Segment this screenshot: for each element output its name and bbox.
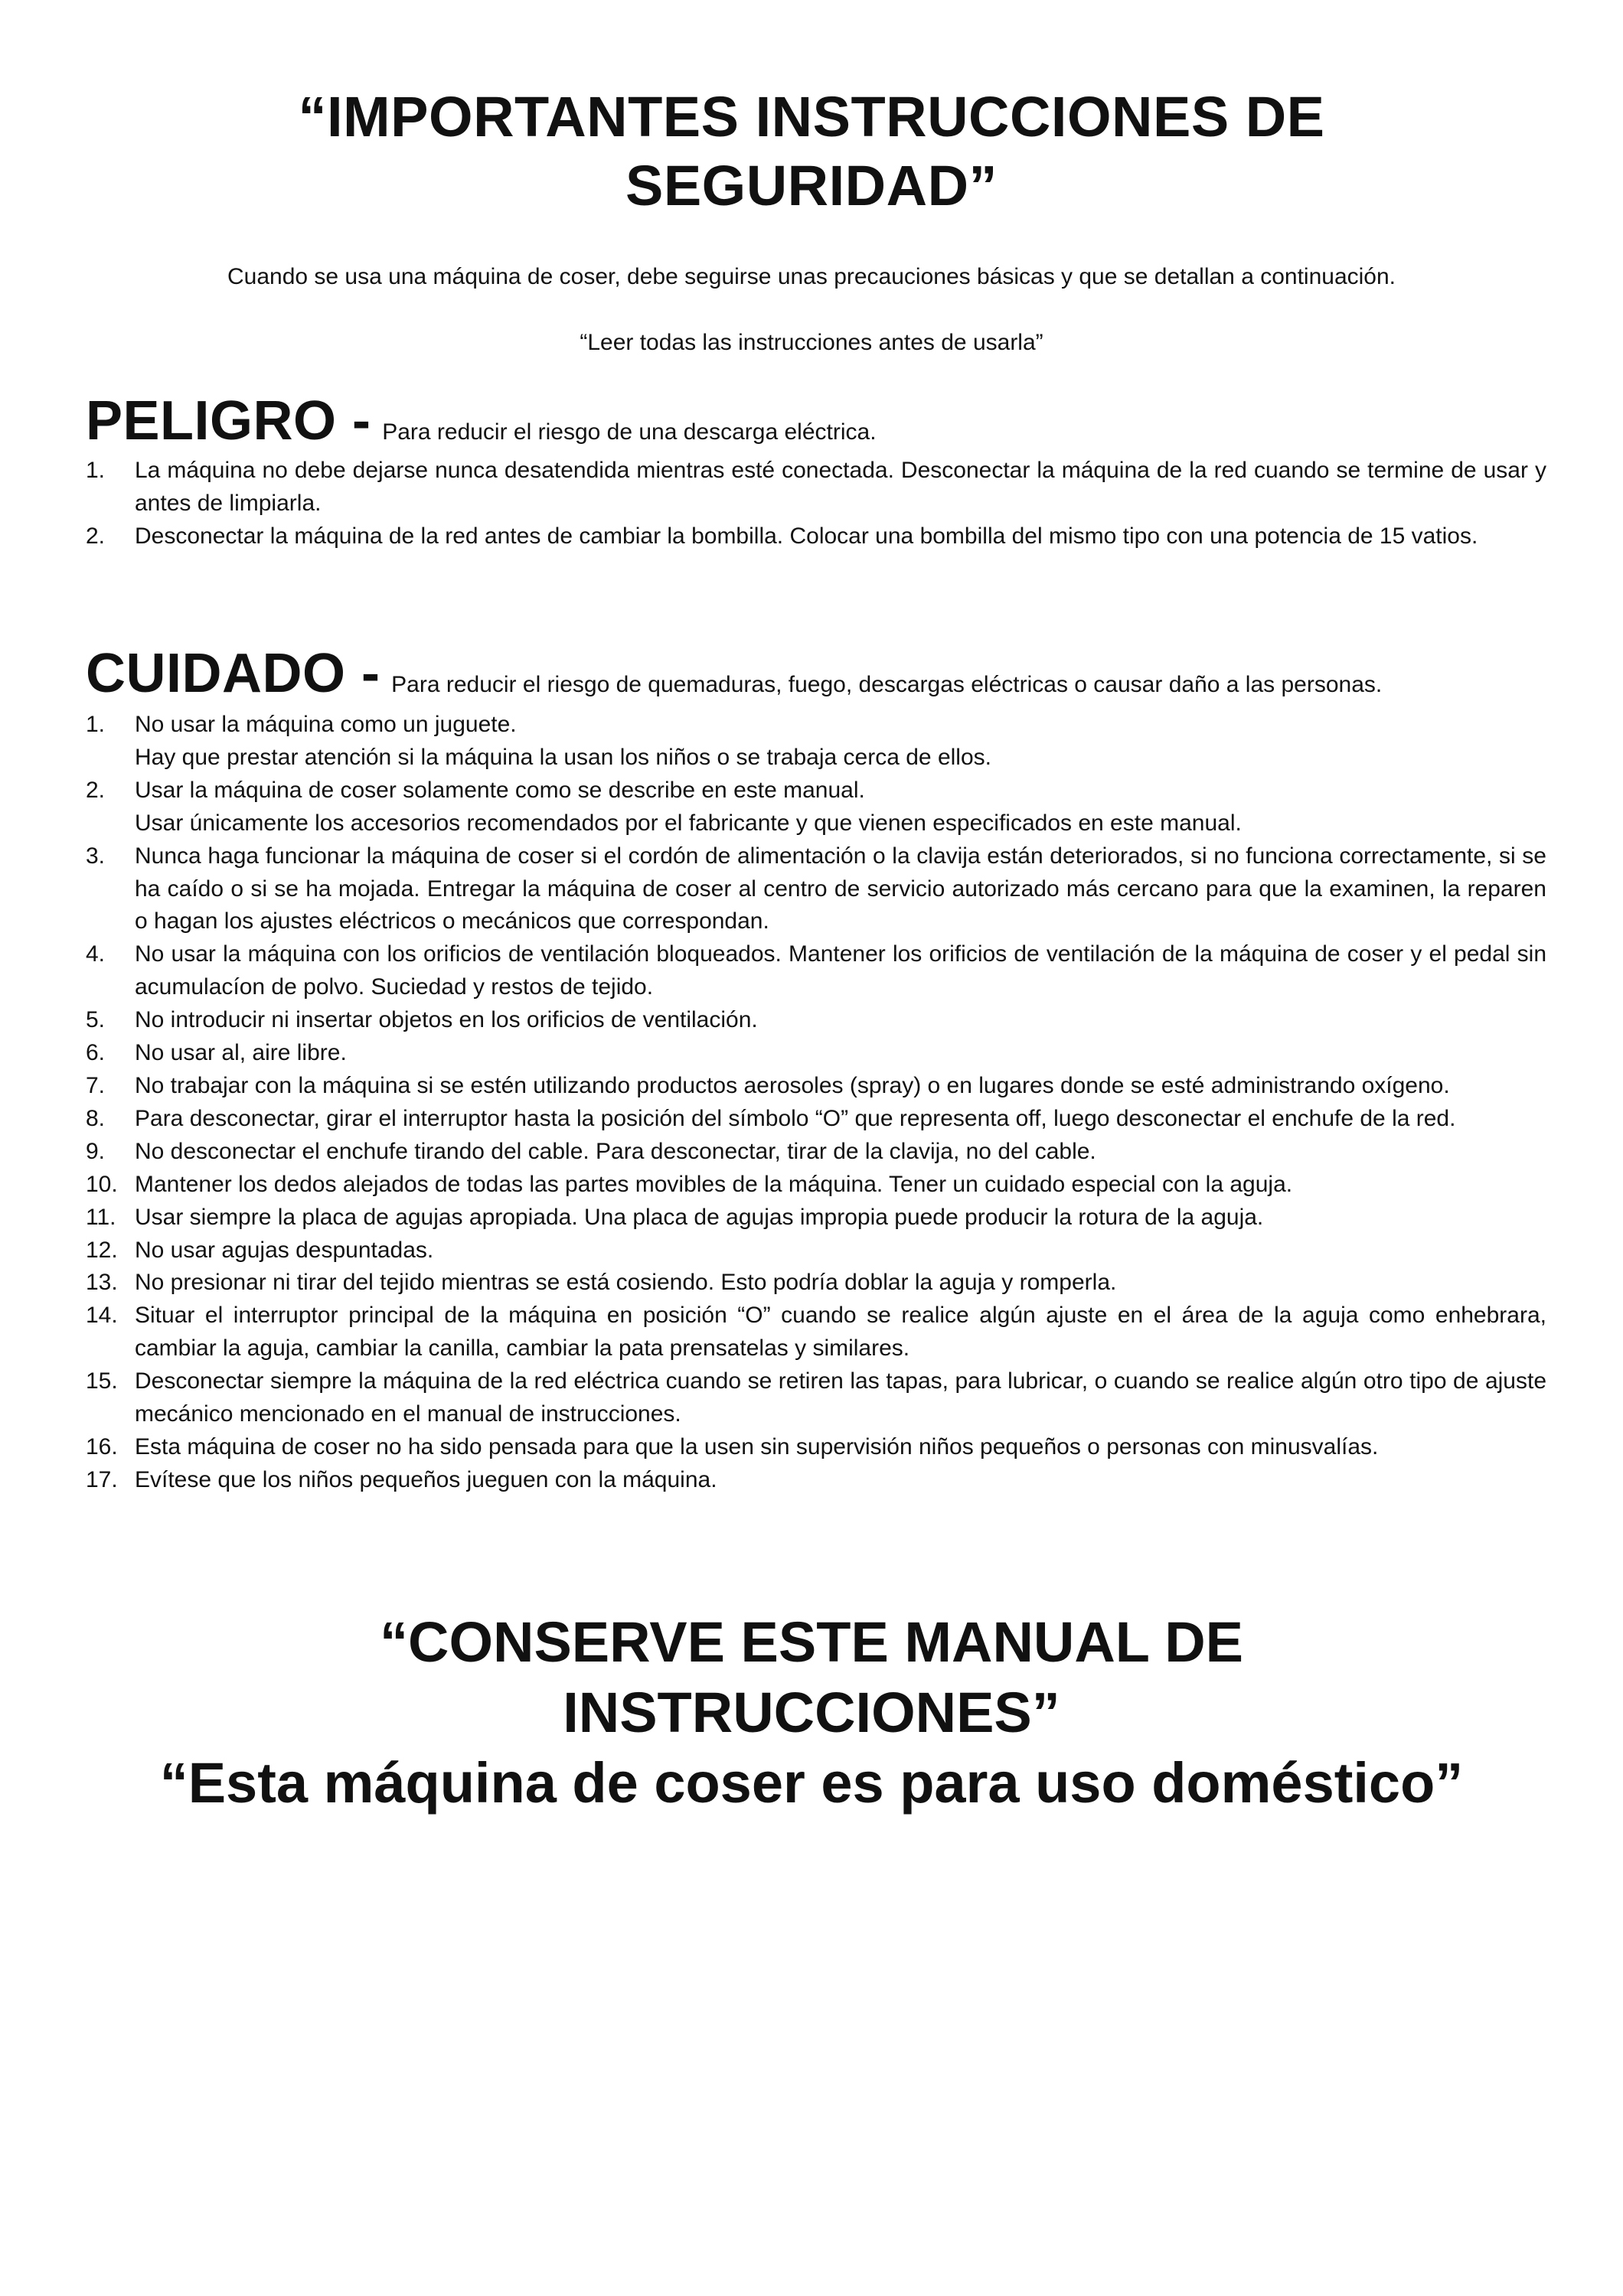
list-item [86, 1136, 1546, 1169]
item-text: No usar la máquina como un juguete. [135, 712, 517, 737]
list-item [86, 520, 1546, 553]
item-number: 3. [86, 843, 106, 869]
item-text: Esta máquina de coser no ha sido pensada para que la usen sin supervisión niños pequeños o personas con minusvalías. [135, 1433, 1379, 1459]
item-text: No trabajar con la máquina si se estén utilizando productos aerosoles (spray) o en lugares donde se esté administrando oxígeno. [135, 1072, 1450, 1098]
item-text: Mantener los dedos alejados de todas las partes movibles de la máquina. Tener un cuidado especial con la aguja. [135, 1171, 1293, 1197]
list-item [86, 1300, 1546, 1365]
list-item [86, 1037, 1546, 1070]
item-text: Desconectar la máquina de la red antes de cambiar la bombilla. Colocar una bombilla del mismo tipo con una potencia de 15 vatios. [135, 523, 1478, 549]
cuidado-title: CUIDADO - [86, 643, 380, 704]
item-text: Para desconectar, girar el interruptor hasta la posición del símbolo “O” que representa off, luego desconectar el enchufe de la red. [135, 1105, 1456, 1131]
item-text: Usar siempre la placa de agujas apropiada. Una placa de agujas impropia puede producir la rotura de la aguja. [135, 1204, 1264, 1230]
list-item [86, 1103, 1546, 1136]
item-text: No usar agujas despuntadas. [135, 1237, 434, 1263]
cuidado-list [86, 709, 1546, 1497]
item-text: Evítese que los niños pequeños jueguen con la máquina. [135, 1466, 717, 1492]
list-item [86, 840, 1546, 939]
list-item [86, 1464, 1546, 1497]
item-text: No usar al, aire libre. [135, 1040, 347, 1066]
item-number: 9. [86, 1138, 106, 1164]
list-item [86, 455, 1546, 520]
item-text: No presionar ni tirar del tejido mientras se está cosiendo. Esto podría doblar la aguja y romperla. [135, 1270, 1117, 1296]
item-text-continued: Usar únicamente los accesorios recomendados por el fabricante y que vienen especificados en este manual. [135, 810, 1242, 836]
item-text: No usar la máquina con los orificios de ventilación bloqueados. Mantener los orificios de ventilación de la máquina de coser y el pedal sin acumulacíon de polvo. Suciedad y restos de tejido. [135, 941, 1546, 1000]
item-text: No introducir ni insertar objetos en los orificios de ventilación. [135, 1007, 758, 1033]
list-item [86, 1267, 1546, 1300]
item-text: No desconectar el enchufe tirando del cable. Para desconectar, tirar de la clavija, no del cable. [135, 1138, 1096, 1164]
item-text: Situar el interruptor principal de la máquina en posición “O” cuando se realice algún ajuste en el área de la aguja como enhebrara, cambiar la aguja, cambiar la canilla, cambiar la pata prensatelas y similares. [135, 1303, 1546, 1362]
item-number: 11. [86, 1204, 116, 1230]
intro-quote: “Leer todas las instrucciones antes de usarla” [580, 330, 1043, 355]
item-text-continued: Hay que prestar atención si la máquina la usan los niños o se trabaja cerca de ellos. [135, 744, 991, 770]
item-text: Nunca haga funcionar la máquina de coser si el cordón de alimentación o la clavija están deteriorados, si no funciona correctamente, si se ha caído o si se ha mojada. Entregar la máquina de coser al centro de servicio autorizado más cercano para que la examinen, la reparen o hagan los ajustes eléctricos o mecánicos que correspondan. [135, 843, 1546, 934]
item-number: 1. [86, 458, 106, 483]
peligro-list [86, 455, 1546, 553]
item-number: 13. [86, 1270, 118, 1296]
list-item [86, 1431, 1546, 1464]
item-number: 12. [86, 1237, 118, 1263]
cuidado-heading [86, 643, 1556, 704]
list-item [86, 938, 1546, 1004]
item-number: 5. [86, 1007, 106, 1033]
item-number: 2. [86, 523, 106, 549]
list-item [86, 1169, 1546, 1202]
item-number: 16. [86, 1433, 118, 1459]
closing-line-domestic-use: “Esta máquina de coser es para uso doméstico” [159, 1751, 1464, 1815]
cuidado-subtitle: Para reducir el riesgo de quemaduras, fuego, descargas eléctricas o causar daño a las personas. [391, 672, 1383, 697]
list-item [86, 1070, 1546, 1103]
item-text: Desconectar siempre la máquina de la red eléctrica cuando se retiren las tapas, para lubricar, o cuando se realice algún otro tipo de ajuste mecánico mencionado en el manual de instrucciones. [135, 1368, 1546, 1427]
item-number: 7. [86, 1072, 106, 1098]
closing-line-keep-manual: “CONSERVE ESTE MANUAL DE INSTRUCCIONES” [380, 1610, 1243, 1744]
list-item [86, 1234, 1546, 1267]
intro-text: Cuando se usa una máquina de coser, debe seguirse unas precauciones básicas y que se detallan a continuación. [227, 264, 1396, 289]
item-number: 2. [86, 777, 106, 803]
item-text: La máquina no debe dejarse nunca desatendida mientras esté conectada. Desconectar la máquina de la red cuando se termine de usar y antes de limpiarla. [135, 458, 1546, 516]
list-item [86, 1365, 1546, 1431]
list-item [86, 775, 1546, 840]
item-number: 1. [86, 712, 106, 737]
item-number: 15. [86, 1368, 118, 1394]
item-number: 8. [86, 1105, 106, 1131]
peligro-heading [86, 390, 1556, 452]
item-number: 14. [86, 1303, 118, 1329]
list-item [86, 1004, 1546, 1037]
item-number: 17. [86, 1466, 118, 1492]
item-number: 4. [86, 941, 106, 967]
item-number: 6. [86, 1040, 106, 1066]
page-title: “IMPORTANTES INSTRUCCIONES DE SEGURIDAD” [298, 85, 1325, 217]
closing-notice [153, 1607, 1470, 1818]
item-text: Usar la máquina de coser solamente como se describe en este manual. [135, 777, 865, 803]
list-item [86, 1202, 1546, 1234]
peligro-subtitle: Para reducir el riesgo de una descarga eléctrica. [382, 419, 877, 445]
item-number: 10. [86, 1171, 118, 1197]
peligro-title: PELIGRO - [86, 390, 371, 452]
list-item [86, 709, 1546, 775]
